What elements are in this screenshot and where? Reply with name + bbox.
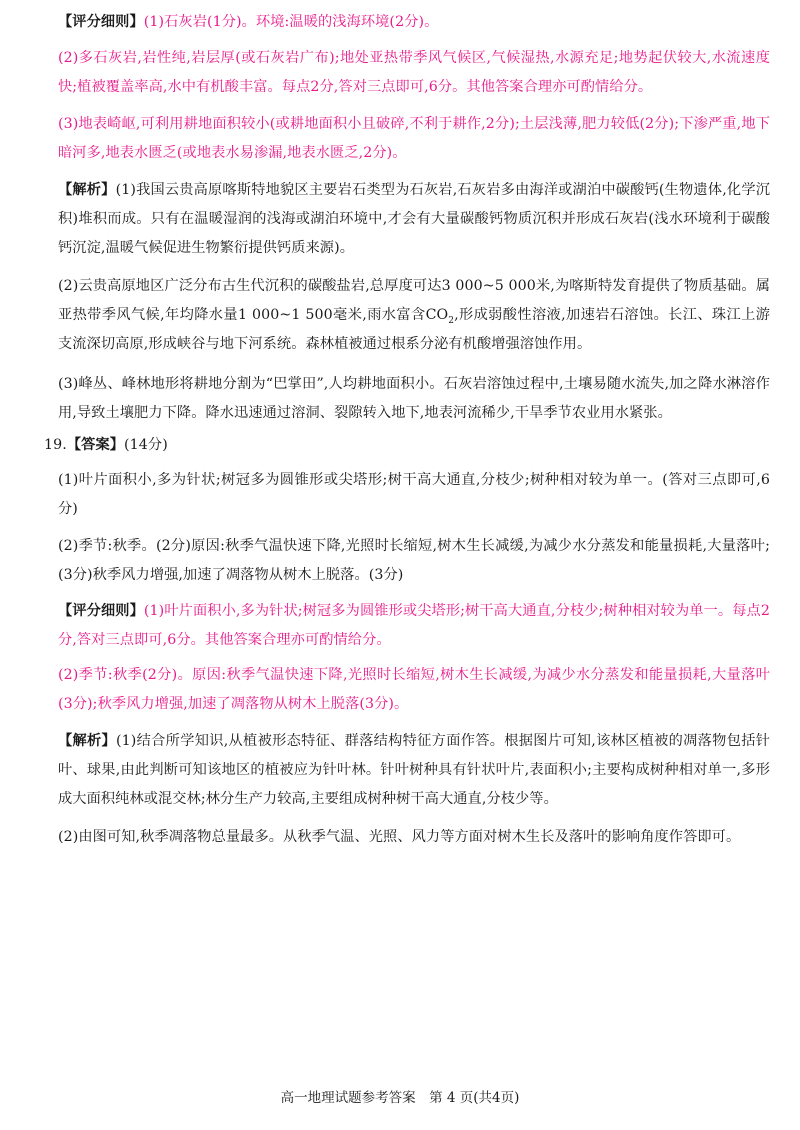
q19-analysis-part2: (2)由图可知,秋季凋落物总量最多。从秋季气温、光照、风力等方面对树木生长及落叶的影响角度作答即可。 (58, 829, 741, 845)
q18-grading-part2: (2)多石灰岩,岩性纯,岩层厚(或石灰岩广布);地处亚热带季风气候区,气候湿热,水源充足;地势起伏较大,水流速度快;植被覆盖率高,水中有机酸丰富。每点2分,答对三点即可,6分。其他答案合理亦可酌情给分。 (58, 50, 770, 95)
question-number: 19. (44, 437, 67, 453)
analysis-label: 【解析】 (58, 733, 117, 749)
q18-analysis-part1: 【解析】(1)我国云贵高原喀斯特地貌区主要岩石类型为石灰岩,石灰岩多由海洋或湖泊中碳酸钙(生物遗体,化学沉积)堆积而成。只有在温暖湿润的浅海或湖泊环境中,才会有大量碳酸钙物质沉积并形成石灰岩(浅水环境利于碳酸钙沉淀,温暖气候促进生物繁衍提供钙质来源)。 (58, 182, 770, 256)
q18-analysis-part3: (3)峰丛、峰林地形将耕地分割为“巴掌田”,人均耕地面积小。石灰岩溶蚀过程中,土壤易随水流失,加之降水淋溶作用,导致土壤肥力下降。降水迅速通过溶洞、裂隙转入地下,地表河流稀少,干旱季节农业用水紧张。 (58, 376, 770, 421)
answer-label: 【答案】 (66, 437, 125, 453)
q19-grading-part2: (2)季节:秋季(2分)。原因:秋季气温快速下降,光照时长缩短,树木生长减缓,为减少水分蒸发和能量损耗,大量落叶(3分);秋季风力增强,加速了凋落物从树木上脱落(3分)。 (58, 667, 770, 712)
grading-label: 【评分细则】 (58, 603, 144, 619)
analysis-label: 【解析】 (58, 182, 116, 198)
q19-grading-part1: 【评分细则】(1)叶片面积小,多为针状;树冠多为圆锥形或尖塔形;树干高大通直,分枝少;树种相对较为单一。每点2分,答对三点即可,6分。其他答案合理亦可酌情给分。 (58, 603, 770, 648)
page-footer: 高一地理试题参考答案 第 4 页(共4页) (280, 1090, 520, 1106)
q18-analysis-part2: (2)云贵高原地区广泛分布古生代沉积的碳酸盐岩,总厚度可达3 000~5 000米,为喀斯特发育提供了物质基础。属亚热带季风气候,年均降水量1 000~1 500毫米,雨水富含$CO_2$,形成弱酸性溶液,加速岩石溶蚀。长江、珠江上游支流深切高原,形成峡谷与地下河系统。森林植被通过根系分泌有机酸增强溶蚀作用。 (58, 278, 770, 352)
q19-analysis-part1: 【解析】(1)结合所学知识,从植被形态特征、群落结构特征方面作答。根据图片可知,该林区植被的凋落物包括针叶、球果,由此判断可知该地区的植被应为针叶林。针叶树种具有针状叶片,表面积小;主要构成树种相对单一,多形成大面积纯林或混交林;林分生产力较高,主要组成树种树干高大通直,分枝少等。 (58, 733, 771, 807)
q19-answer-part2: (2)季节:秋季。(2分)原因:秋季气温快速下降,光照时长缩短,树木生长减缓,为减少水分蒸发和能量损耗,大量落叶;(3分)秋季风力增强,加速了凋落物从树木上脱落。(3分) (58, 538, 770, 583)
q19-answer-part1: (1)叶片面积小,多为针状;树冠多为圆锥形或尖塔形;树干高大通直,分枝少;树种相对较为单一。(答对三点即可,6分) (58, 472, 770, 517)
q18-grading-part3: (3)地表崎岖,可利用耕地面积较小(或耕地面积小且破碎,不利于耕作,2分);土层浅薄,肥力较低(2分);下渗严重,地下暗河多,地表水匮乏(或地表水易渗漏,地表水匮乏,2分)。 (58, 116, 770, 161)
grading-label: 【评分细则】 (58, 14, 144, 30)
question-score: (14分) (124, 437, 168, 453)
q18-grading-part1: 【评分细则】(1)石灰岩(1分)。环境:温暖的浅海环境(2分)。 (58, 14, 439, 30)
q19-answer-header (44, 431, 756, 460)
